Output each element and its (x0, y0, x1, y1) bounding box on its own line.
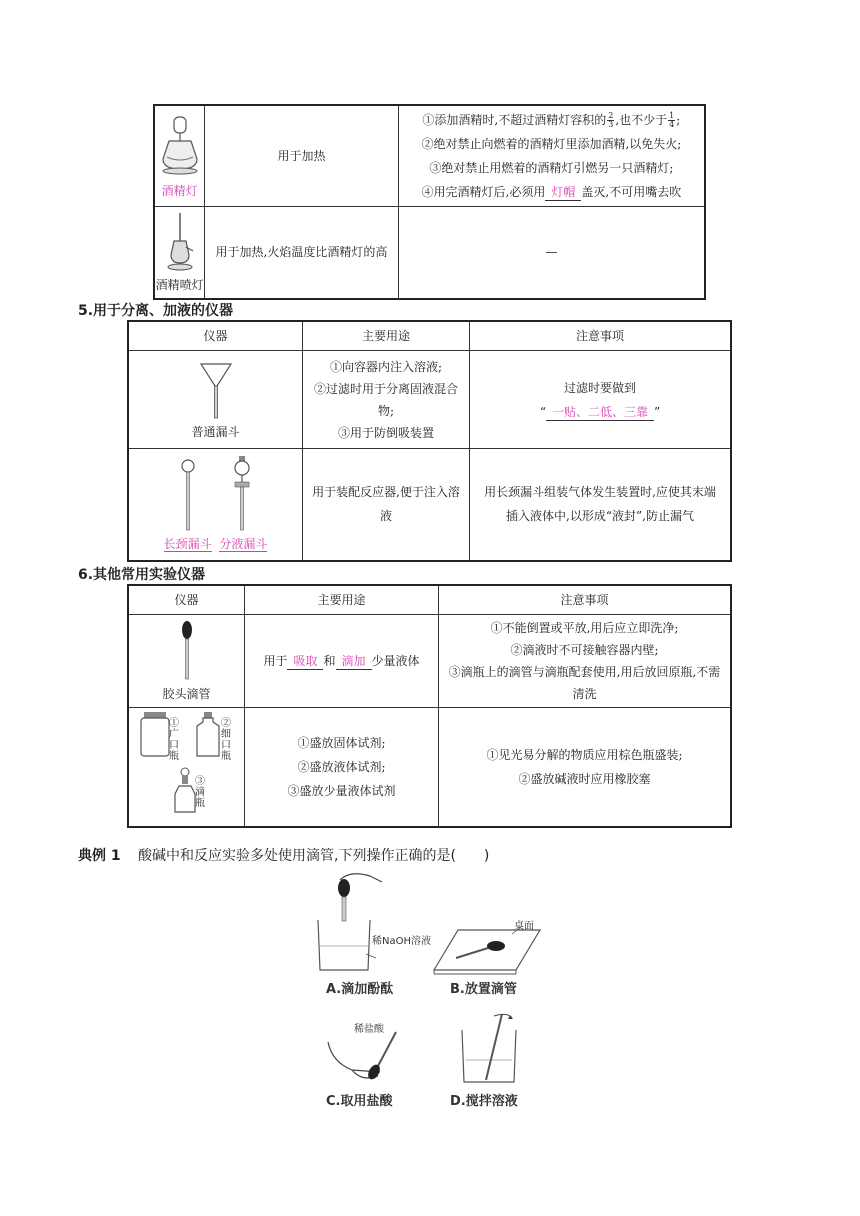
bottles-notes (439, 708, 732, 828)
wide-mouth-bottle-icon (141, 712, 169, 756)
alcohol-lamp-cell (154, 105, 205, 207)
long-neck-funnel-icon (180, 456, 196, 532)
funnel-use (303, 351, 470, 449)
s6-header-use: 主要用途 (245, 585, 439, 615)
dropper-bottle-label: ③滴瓶 (195, 776, 205, 809)
dropper-label: 胶头滴管 (162, 687, 211, 701)
alcohol-lamp-icon (157, 113, 203, 179)
fraction-two-thirds (607, 112, 614, 129)
dropper-notes (439, 615, 732, 708)
frac2-den: 4 (669, 120, 675, 129)
dropper-cell (128, 615, 245, 708)
figure-d-label: D.搅拌溶液 (450, 1094, 518, 1109)
section-5-title: 5.用于分离、加液的仪器 (78, 303, 234, 319)
example-question: 酸碱中和反应实验多处使用滴管,下列操作正确的是( ) (138, 848, 490, 864)
spray-lamp-label: 酒精喷灯 (155, 278, 204, 293)
alcohol-lamp-notes (398, 105, 705, 207)
note-1-post: ; (676, 113, 681, 127)
bottles-note-1: ①见光易分解的物质应用棕色瓶盛装; (486, 748, 683, 762)
funnel-note-close: ” (654, 404, 661, 419)
note-4-post: 盖灭,不可用嘴去吹 (581, 185, 682, 199)
long-neck-funnel-label: 长颈漏斗 (163, 537, 212, 552)
dropper-use-blank-2: 滴加 (336, 654, 372, 670)
s6-header-instrument: 仪器 (128, 585, 245, 615)
section-6-title: 6.其他常用实验仪器 (78, 567, 206, 583)
figure-a-note: 稀NaOH溶液 (372, 936, 431, 947)
spray-lamp-cell (154, 207, 205, 299)
funnel-note-blank: 一贴、二低、三靠 (546, 405, 654, 421)
frac1-num: 2 (608, 111, 614, 120)
funnel-use-2: ②过滤时用于分离固液混合物; (313, 381, 458, 418)
long-funnels-notes-text: 用长颈漏斗组装气体发生装置时,应使其末端插入液体中,以形成“液封”,防止漏气 (484, 485, 716, 524)
dropper-note-1: ①不能倒置或平放,用后应立即洗净; (490, 621, 679, 635)
frac2-num: 1 (669, 111, 675, 120)
bottles-cell (128, 708, 245, 828)
note-1-pre: ①添加酒精时,不超过酒精灯容积的 (422, 113, 607, 127)
alcohol-lamp-use (205, 105, 399, 207)
alcohol-lamp-note-2: ②绝对禁止向燃着的酒精灯里添加酒精,以免失火; (421, 137, 682, 151)
frac1-den: 3 (608, 120, 614, 129)
figure-c-label: C.取用盐酸 (326, 1094, 393, 1109)
figure-a-label: A.滴加酚酞 (326, 982, 394, 997)
wide-mouth-bottle-label: ①广口瓶 (169, 718, 179, 762)
funnel-note-blank-line (474, 400, 726, 424)
long-funnels-cell (128, 449, 303, 561)
long-funnels-labels (164, 536, 268, 552)
s5-header-notes: 注意事项 (470, 321, 732, 351)
dropper-use-pre: 用于 (263, 654, 288, 668)
figure-c-drawing (322, 1030, 412, 1085)
funnel-note-pre: 过滤时要做到 (563, 380, 636, 395)
spray-lamp-use-text: 用于加热,火焰温度比酒精灯的高 (215, 245, 388, 260)
s6-header-notes: 注意事项 (439, 585, 732, 615)
note-1-mid: ,也不少于 (615, 113, 668, 127)
example-tag (78, 845, 121, 865)
alcohol-lamp-use-text: 用于加热 (277, 149, 326, 163)
dropper-bottle-icon (175, 768, 195, 812)
long-funnels-use-text: 用于装配反应器,便于注入溶液 (312, 485, 460, 524)
dropper-use-post: 少量液体 (371, 654, 420, 668)
bottles-use-1: ①盛放固体试剂; (297, 736, 386, 750)
alcohol-lamp-label: 酒精灯 (161, 184, 198, 198)
alcohol-lamp-note-3: ③绝对禁止用燃着的酒精灯引燃另一只酒精灯; (429, 161, 674, 175)
spray-lamp-notes-text: — (545, 245, 558, 260)
figure-d-drawing (458, 1010, 528, 1085)
separatory-funnel-label: 分液漏斗 (219, 537, 268, 552)
figure-c-note: 稀盐酸 (354, 1024, 384, 1035)
note-4-blank: 灯帽 (545, 185, 581, 201)
bottles-use-2: ②盛放液体试剂; (297, 760, 386, 774)
lamp-table (153, 104, 706, 300)
bottles-use-3: ③盛放少量液体试剂 (287, 784, 396, 798)
dropper-note-2: ②滴液时不可接触容器内壁; (510, 643, 659, 657)
narrow-mouth-bottle-icon (197, 712, 219, 756)
funnel-note-open: “ (539, 404, 546, 419)
long-funnels-notes (470, 449, 732, 561)
s5-header-instrument: 仪器 (128, 321, 303, 351)
dropper-use-mid: 和 (323, 654, 336, 668)
dropper-note-3: ③滴瓶上的滴管与滴瓶配套使用,用后放回原瓶,不需清洗 (448, 665, 721, 701)
dropper-use-blank-1: 吸取 (287, 654, 323, 670)
alcohol-lamp-note-4 (403, 180, 700, 204)
funnel-label: 普通漏斗 (191, 424, 240, 439)
funnel-notes (470, 351, 732, 449)
figure-b-note: 桌面 (514, 921, 534, 932)
separation-table (127, 320, 732, 562)
note-4-pre: ④用完酒精灯后,必须用 (421, 185, 546, 199)
long-funnels-use (303, 449, 470, 561)
spray-lamp-use (205, 207, 399, 299)
example-tag-text: 典例 1 (78, 848, 121, 864)
fraction-one-quarter (668, 112, 675, 129)
spray-lamp-notes (398, 207, 705, 299)
bottles-use (245, 708, 439, 828)
narrow-mouth-bottle-label: ②细口瓶 (221, 718, 231, 762)
alcohol-lamp-note-1 (403, 108, 700, 132)
figure-a-drawing (310, 870, 420, 975)
common-instruments-table (127, 584, 732, 828)
bottles-note-2: ②盛放碱液时应用橡胶塞 (518, 772, 651, 786)
funnel-use-3: ③用于防倒吸装置 (337, 425, 434, 440)
funnel-icon (199, 360, 233, 420)
figure-b-label: B.放置滴管 (450, 982, 517, 997)
funnel-use-1: ①向容器内注入溶液; (329, 359, 443, 374)
s5-header-use: 主要用途 (303, 321, 470, 351)
funnel-cell (128, 351, 303, 449)
spray-lamp-icon (165, 211, 195, 273)
dropper-use (245, 615, 439, 708)
separatory-funnel-icon (232, 456, 252, 532)
dropper-icon (179, 620, 195, 682)
